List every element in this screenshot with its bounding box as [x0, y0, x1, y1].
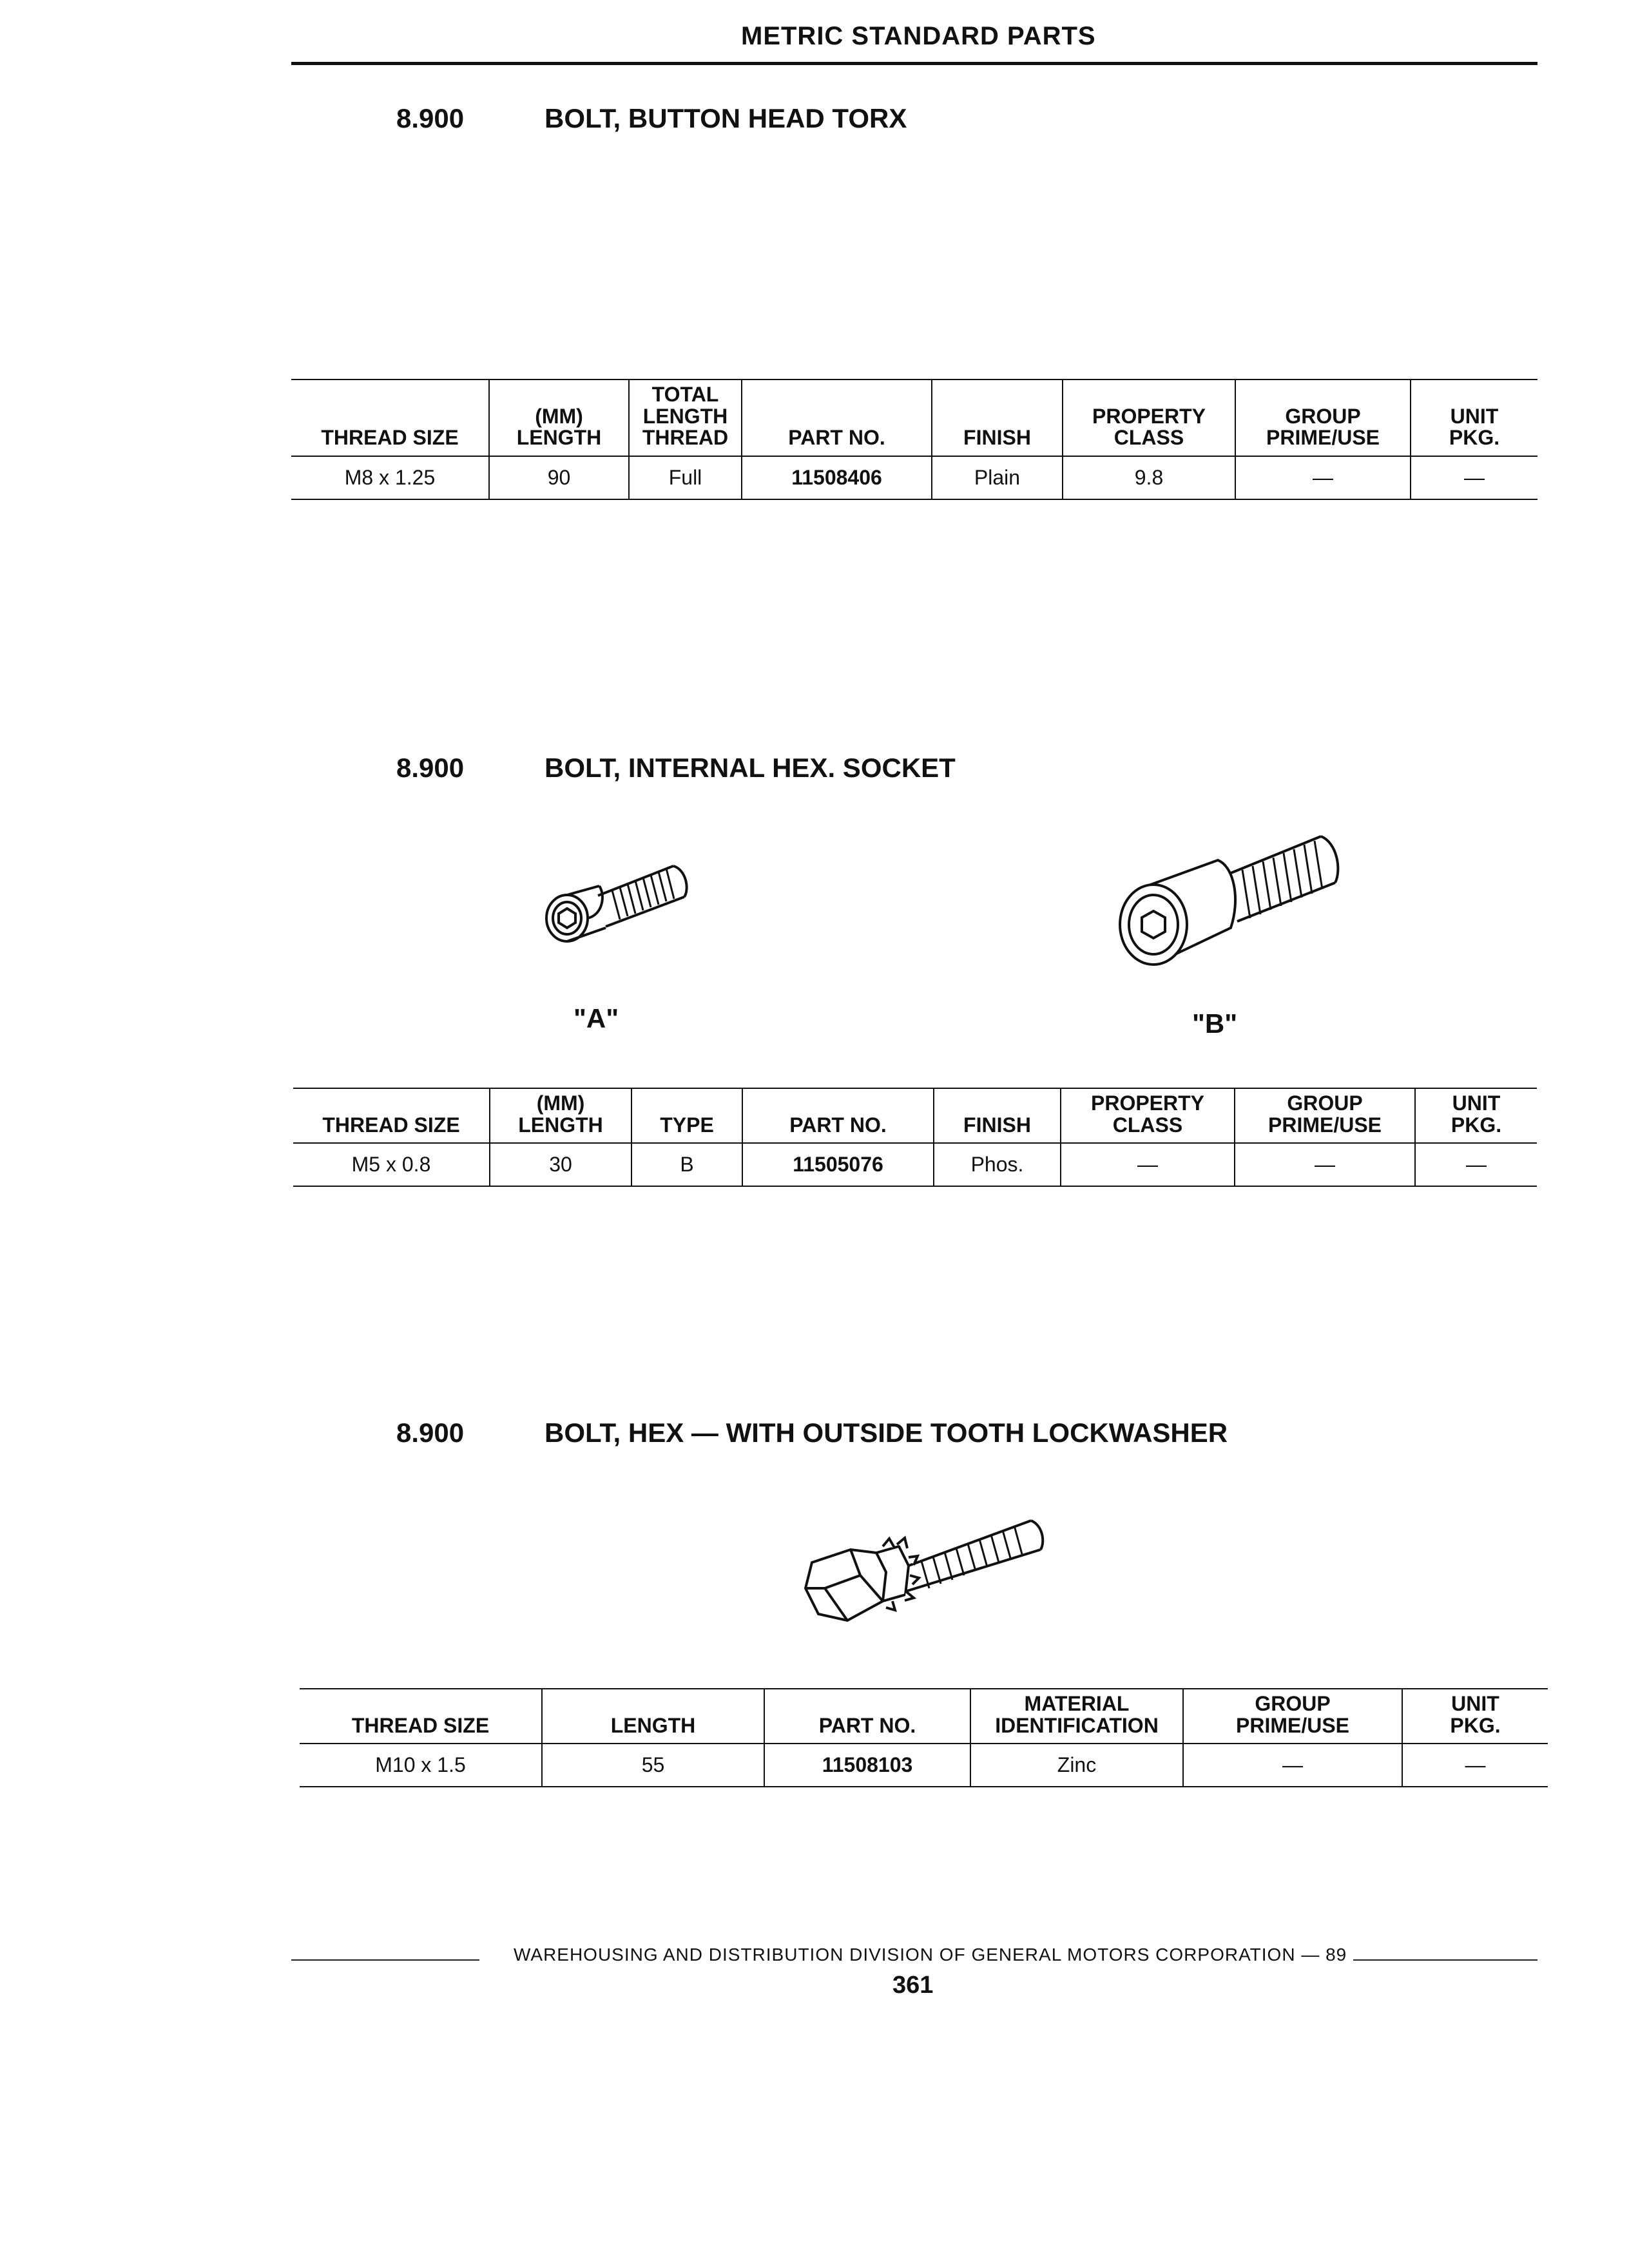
- cell-group-prime-use: —: [1183, 1744, 1402, 1787]
- footer-rule-left: [291, 1959, 479, 1961]
- hex-bolt-lockwasher-icon: [786, 1485, 1057, 1646]
- col-length: (MM) LENGTH: [490, 1088, 631, 1143]
- page-number: 361: [892, 1972, 934, 1999]
- section-1-number: 8.900: [396, 103, 465, 133]
- col-total-length-thread: TOTAL LENGTH THREAD: [629, 380, 742, 456]
- table-row: [300, 1744, 1548, 1787]
- cell-part-no: 11508406: [742, 456, 932, 499]
- col-length: LENGTH: [542, 1689, 764, 1744]
- table-header-row: [291, 380, 1537, 456]
- section-2-title: BOLT, INTERNAL HEX. SOCKET: [545, 753, 956, 783]
- col-group-prime-use: GROUP PRIME/USE: [1235, 380, 1411, 456]
- cell-thread-size: M5 x 0.8: [351, 1153, 431, 1177]
- cell-finish: Plain: [932, 456, 1063, 499]
- cell-part-no: 11505076: [742, 1143, 934, 1186]
- page-header: METRIC STANDARD PARTS: [741, 22, 1096, 50]
- col-thread-size: THREAD SIZE: [321, 426, 459, 450]
- cell-part-no: 11508103: [764, 1744, 970, 1787]
- col-part-no: PART NO.: [764, 1689, 970, 1744]
- table-row: [293, 1143, 1537, 1186]
- cell-property-class: —: [1061, 1143, 1235, 1186]
- section-3-title: BOLT, HEX — WITH OUTSIDE TOOTH LOCKWASHER: [545, 1418, 1228, 1448]
- col-material-identification: MATERIAL IDENTIFICATION: [970, 1689, 1183, 1744]
- cell-length: 55: [542, 1744, 764, 1787]
- col-group-prime-use: GROUP PRIME/USE: [1235, 1088, 1415, 1143]
- section-1-table: [291, 379, 1537, 500]
- socket-bolt-small-icon: [541, 857, 696, 960]
- header-rule: [291, 62, 1537, 65]
- cell-material: Zinc: [970, 1744, 1183, 1787]
- cell-unit-pkg: —: [1402, 1744, 1548, 1787]
- col-length: (MM) LENGTH: [489, 380, 629, 456]
- cell-type: B: [631, 1143, 742, 1186]
- col-group-prime-use: GROUP PRIME/USE: [1183, 1689, 1402, 1744]
- col-unit-pkg: UNIT PKG.: [1415, 1088, 1537, 1143]
- cell-unit-pkg: —: [1415, 1143, 1537, 1186]
- table-header-row: [293, 1088, 1537, 1143]
- socket-bolt-large-icon: [1108, 831, 1353, 986]
- figure-label-b: "B": [1192, 1008, 1238, 1039]
- cell-thread-size: M8 x 1.25: [344, 465, 436, 489]
- cell-thread-size: M10 x 1.5: [375, 1753, 466, 1777]
- col-property-class: PROPERTY CLASS: [1063, 380, 1235, 456]
- col-thread-size: THREAD SIZE: [322, 1113, 460, 1137]
- cell-property-class: 9.8: [1063, 456, 1235, 499]
- cell-length: 30: [490, 1143, 631, 1186]
- section-2-number: 8.900: [396, 753, 465, 783]
- col-part-no: PART NO.: [742, 1088, 934, 1143]
- col-unit-pkg: UNIT PKG.: [1402, 1689, 1548, 1744]
- footer-rule-right: [1353, 1959, 1537, 1961]
- cell-unit-pkg: —: [1411, 456, 1537, 499]
- cell-group-prime-use: —: [1235, 456, 1411, 499]
- cell-group-prime-use: —: [1235, 1143, 1415, 1186]
- col-type: TYPE: [631, 1088, 742, 1143]
- section-2-table: [293, 1088, 1537, 1187]
- col-property-class: PROPERTY CLASS: [1061, 1088, 1235, 1143]
- col-unit-pkg: UNIT PKG.: [1411, 380, 1537, 456]
- col-part-no: PART NO.: [742, 380, 932, 456]
- col-finish: FINISH: [932, 380, 1063, 456]
- section-3-number: 8.900: [396, 1418, 465, 1448]
- section-3-table: [300, 1688, 1548, 1787]
- cell-length: 90: [489, 456, 629, 499]
- cell-finish: Phos.: [934, 1143, 1061, 1186]
- table-header-row: [300, 1689, 1548, 1744]
- col-finish: FINISH: [934, 1088, 1061, 1143]
- section-1-title: BOLT, BUTTON HEAD TORX: [545, 103, 907, 133]
- figure-label-a: "A": [574, 1003, 619, 1033]
- table-row: [291, 456, 1537, 499]
- cell-thread: Full: [629, 456, 742, 499]
- footer-text: WAREHOUSING AND DISTRIBUTION DIVISION OF GENERAL MOTORS CORPORATION — 89: [514, 1945, 1347, 1965]
- col-thread-size: THREAD SIZE: [351, 1713, 490, 1737]
